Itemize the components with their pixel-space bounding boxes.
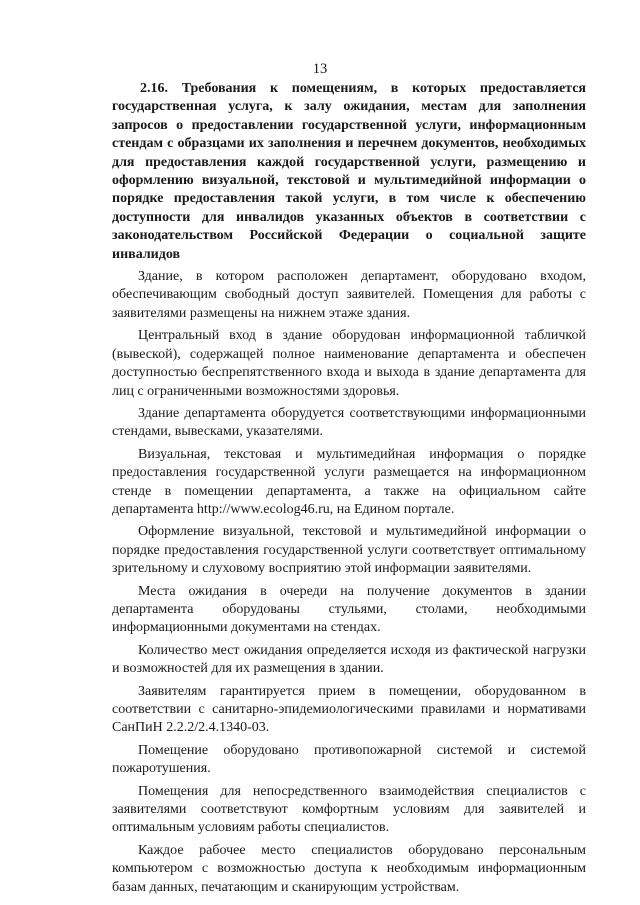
paragraph-workplaces: Каждое рабочее место специалистов оборудовано персональным компьютером с возможностью доступа к необходимым информационным базам данных, печатающим и сканирующим устройствам. <box>112 842 586 895</box>
section-heading: 2.16. Требования к помещениям, в которых предоставляется государственная услуга, к залу ожидания, местам для заполнения запросов о предоставлении государственной услуги, информационным стендам с образцами их заполнения и перечнем документов, необходимых для предоставления каждой государственной услуги, размещению и оформлению визуальной, текстовой и мультимедийной информации о порядке предоставления такой услуги, в том числе к обеспечению доступности для инвалидов указанных объектов в соответствии с законодательством Российской Федерации о социальной защите инвалидов <box>112 81 586 262</box>
document-body <box>112 80 586 897</box>
paragraph-building-entrance: Здание, в котором расположен департамент, оборудовано входом, обеспечивающим свободный доступ заявителей. Помещения для работы с заявителями размещены на нижнем этаже здания. <box>112 269 586 321</box>
paragraph-info-stands: Здание департамента оборудуется соответствующими информационными стендами, вывесками, указателями. <box>112 405 586 440</box>
page-number: 13 <box>312 61 328 77</box>
paragraph-waiting-places: Места ожидания в очереди на получение документов в здании департамента оборудованы стульями, столами, необходимыми информационными документами на стендах. <box>112 583 586 636</box>
paragraph-central-entrance: Центральный вход в здание оборудован информационной табличкой (вывеской), содержащей полное наименование департамента и обеспечен доступностью беспрепятственного входа и выхода в здание департамента для лиц с ограниченными возможностями здоровья. <box>112 328 586 399</box>
paragraph-visual-info: Визуальная, текстовая и мультимедийная информация о порядке предоставления государственной услуги размещается на информационном стенде в помещении департамента, а также на официальном сайте департамента http://www.ecolog46.ru, на Едином портале. <box>112 446 586 517</box>
paragraph-waiting-count: Количество мест ожидания определяется исходя из фактической нагрузки и возможностей для их размещения в здании. <box>112 642 586 677</box>
paragraph-info-design: Оформление визуальной, текстовой и мультимедийной информации о порядке предоставления государственной услуги соответствует оптимальному зрительному и слуховому восприятию этой информации заявителями. <box>112 524 586 577</box>
paragraph-sanitary-norms: Заявителям гарантируется прием в помещении, оборудованном в соответствии с санитарно-эпидемиологическими правилами и нормативами СанПиН 2.2.2/2.4.1340-03. <box>112 683 586 736</box>
paragraph-fire-safety: Помещение оборудовано противопожарной системой и системой пожаротушения. <box>112 742 586 777</box>
paragraph-interaction-rooms: Помещения для непосредственного взаимодействия специалистов с заявителями соответствуют комфортным условиям для заявителей и оптимальным условиям работы специалистов. <box>112 783 586 836</box>
